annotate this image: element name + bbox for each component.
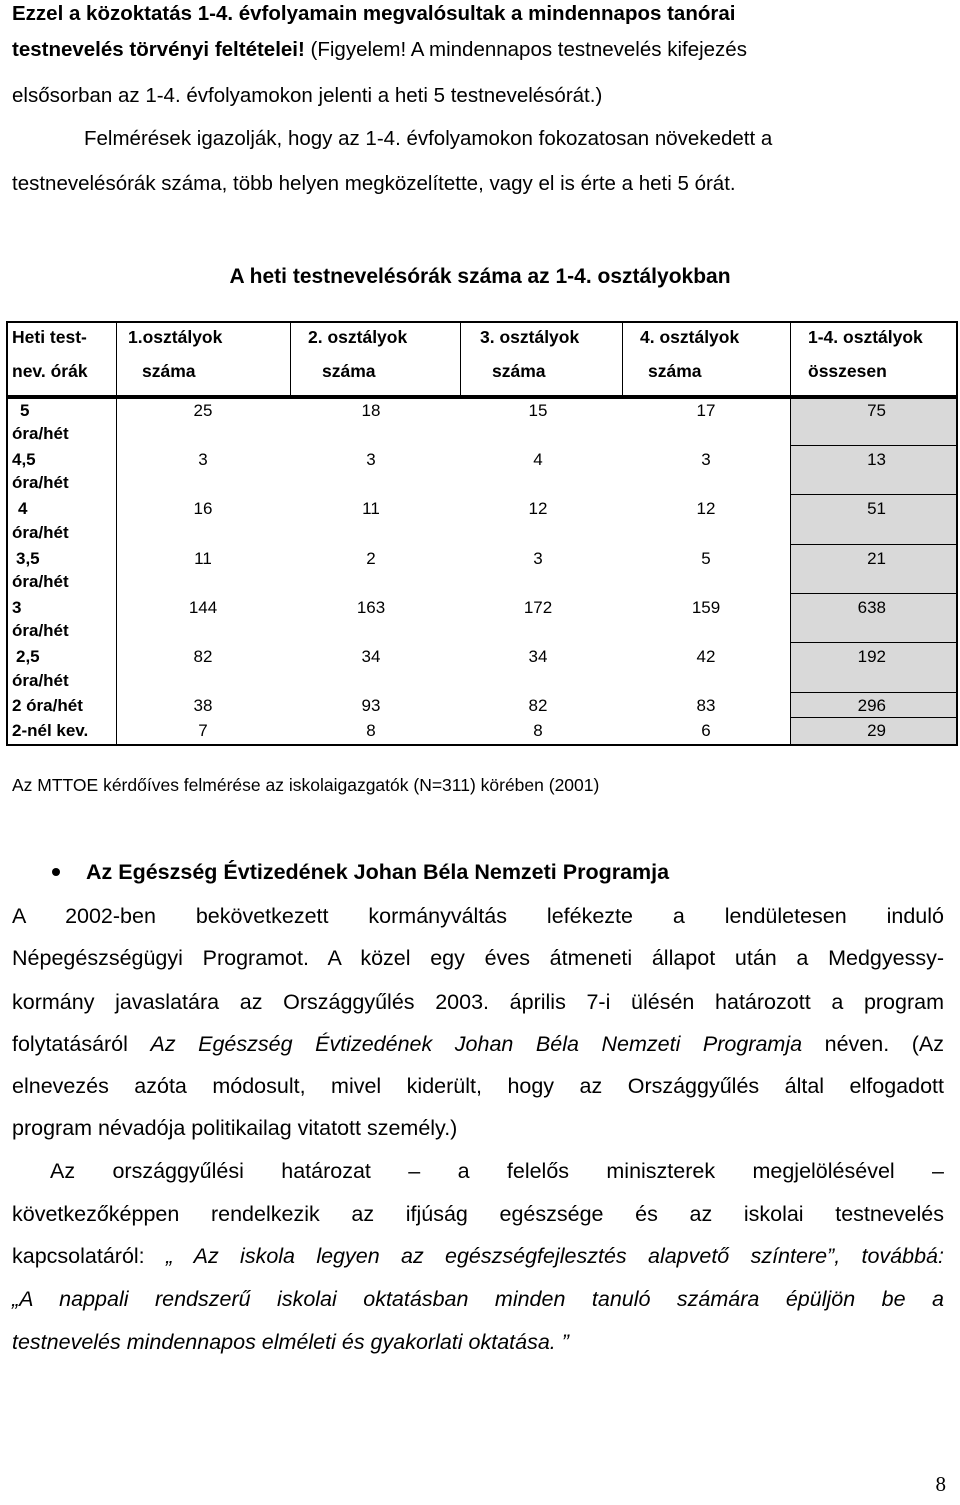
para2-line2: következőképpen rendelkezik az ifjúság egészsége és az iskolai testnevelés [12,1202,944,1226]
table-cell: 8 [366,721,376,740]
header-col-2-line2: száma [322,361,376,381]
header-divider [290,321,291,397]
table-cell: 17 [696,401,716,420]
header-col-0-line2: nev. órák [12,361,88,381]
table-cell: 83 [696,696,716,715]
page-number: 8 [935,1472,946,1496]
table-body-frame [6,397,958,746]
row-label-unit: óra/hét [12,473,69,492]
para2-line1: Az országgyűlési határozat – a felelős miniszterek megjelölésével – [50,1159,944,1183]
bullet-icon [52,868,60,876]
table-cell-total: 51 [867,499,886,518]
row-divider [790,692,956,693]
header-divider [460,321,461,397]
body-divider [116,397,117,746]
table-cell-total: 29 [867,721,886,740]
table-cell: 11 [362,499,380,518]
header-divider [622,321,623,397]
intro-rest-text: (Figyelem! A mindennapos testnevelés kifejezés [304,38,747,61]
table-cell: 7 [198,721,208,740]
row-label: 3,5 [16,549,40,568]
para1-line5: elnevezés azóta módosult, mivel kiderült, hogy az Országgyűlés által elfogadott [12,1074,944,1098]
program-title-italic: Az Egészség Évtizedének Johan Béla Nemzeti Programja [150,1032,803,1056]
table-cell: 34 [361,647,381,666]
table-cell: 8 [533,721,543,740]
table-cell: 42 [696,647,716,666]
header-col-2-line1: 2. osztályok [308,327,408,347]
row-label-unit: óra/hét [12,621,69,640]
table-cell: 3 [198,450,208,469]
table-cell: 4 [533,450,543,469]
table-cell: 82 [193,647,213,666]
para2-line4: „A nappali rendszerű iskolai oktatásban minden tanuló számára épüljön be a [12,1287,944,1311]
header-divider [116,321,117,397]
row-label-unit: óra/hét [12,424,69,443]
table-cell-total: 13 [867,450,886,469]
table-cell: 3 [533,549,543,568]
header-col-1-line1: 1.osztályok [128,327,223,347]
table-cell: 12 [696,499,716,518]
intro-bold-text: testnevelés törvényi feltételei! [12,38,305,61]
row-label-unit: óra/hét [12,671,69,690]
table-cell-total: 296 [857,696,886,715]
intro-line-4: Felmérések igazolják, hogy az 1-4. évfolyamokon fokozatosan növekedett a [84,127,773,150]
para1-line2: Népegészségügyi Programot. A közel egy éves átmeneti állapot után a Medgyessy- [12,946,944,970]
body-divider [790,397,791,746]
table-cell-total: 21 [867,549,886,568]
row-label: 2 óra/hét [12,696,83,715]
table-cell: 3 [366,450,376,469]
table-cell: 38 [193,696,213,715]
table-cell-total: 192 [857,647,886,666]
table-cell: 159 [691,598,721,617]
row-divider [790,593,956,594]
header-col-0-line1: Heti test- [12,327,87,347]
table-cell: 16 [193,499,213,518]
table-cell: 15 [528,401,548,420]
header-col-1-line2: száma [142,361,196,381]
header-col-5-line1: 1-4. osztályok [808,327,923,347]
header-col-3-line2: száma [492,361,546,381]
table-cell: 12 [528,499,548,518]
row-label: 2-nél kev. [12,721,89,740]
intro-line-1: Ezzel a közoktatás 1-4. évfolyamain megvalósultak a mindennapos tanórai [12,2,736,25]
table-cell: 5 [701,549,711,568]
para1-line3: kormány javaslatára az Országgyűlés 2003. április 7-i ülésén határozott a program [12,990,944,1014]
header-col-4-line2: száma [648,361,702,381]
table-cell: 144 [188,598,218,617]
intro-line-2 [12,36,948,63]
para2-line3-start: kapcsolatáról: [12,1244,166,1268]
table-cell: 2 [366,549,376,568]
row-label: 5 [20,401,30,420]
row-label: 2,5 [16,647,40,666]
row-label-unit: óra/hét [12,572,69,591]
row-label-unit: óra/hét [12,523,69,542]
row-divider [790,642,956,643]
para1-line4-start: folytatásáról [12,1032,151,1056]
table-cell-total: 638 [857,598,886,617]
row-label: 4 [18,499,28,518]
para1-line1: A 2002-ben bekövetkezett kormányváltás lefékezte a lendületesen induló [12,904,944,928]
row-divider [790,544,956,545]
para1-line6: program névadója politikailag vitatott személy.) [12,1116,458,1140]
para2-line5: testnevelés mindennapos elméleti és gyakorlati oktatása. ” [12,1330,569,1354]
section-heading: Az Egészség Évtizedének Johan Béla Nemzeti Programja [86,860,670,884]
header-col-5-line2: összesen [808,361,887,381]
intro-line-3: elsősorban az 1-4. évfolyamokon jelenti a heti 5 testnevelésórát.) [12,84,603,107]
table-source: Az MTTOE kérdőíves felmérése az iskolaigazgatók (N=311) körében (2001) [12,775,600,795]
row-label: 3 [12,598,22,617]
table-cell: 34 [528,647,548,666]
para2-line3 [12,1242,944,1270]
row-label: 4,5 [12,450,36,469]
row-divider [790,717,956,718]
header-col-4-line1: 4. osztályok [640,327,740,347]
table-cell: 25 [193,401,213,420]
table-cell-total: 75 [867,401,886,420]
table-cell: 3 [701,450,711,469]
quote-italic-1: „ Az iskola legyen az egészségfejlesztés alapvető színtere”, továbbá: [165,1244,944,1268]
table-cell: 172 [523,598,553,617]
row-divider [790,445,956,446]
table-cell: 82 [528,696,548,715]
header-divider [790,321,791,397]
header-col-3-line1: 3. osztályok [480,327,580,347]
table-cell: 93 [361,696,381,715]
row-divider [790,494,956,495]
table-cell: 6 [701,721,711,740]
para1-line4-end: néven. (Az [802,1032,944,1056]
table-title: A heti testnevelésórák száma az 1-4. osztályokban [229,265,731,288]
para1-line4 [12,1030,944,1058]
table-cell: 18 [361,401,381,420]
table-cell: 163 [356,598,386,617]
intro-line-5: testnevelésórák száma, több helyen megközelítette, vagy el is érte a heti 5 órát. [12,172,736,195]
table-cell: 11 [194,549,212,568]
